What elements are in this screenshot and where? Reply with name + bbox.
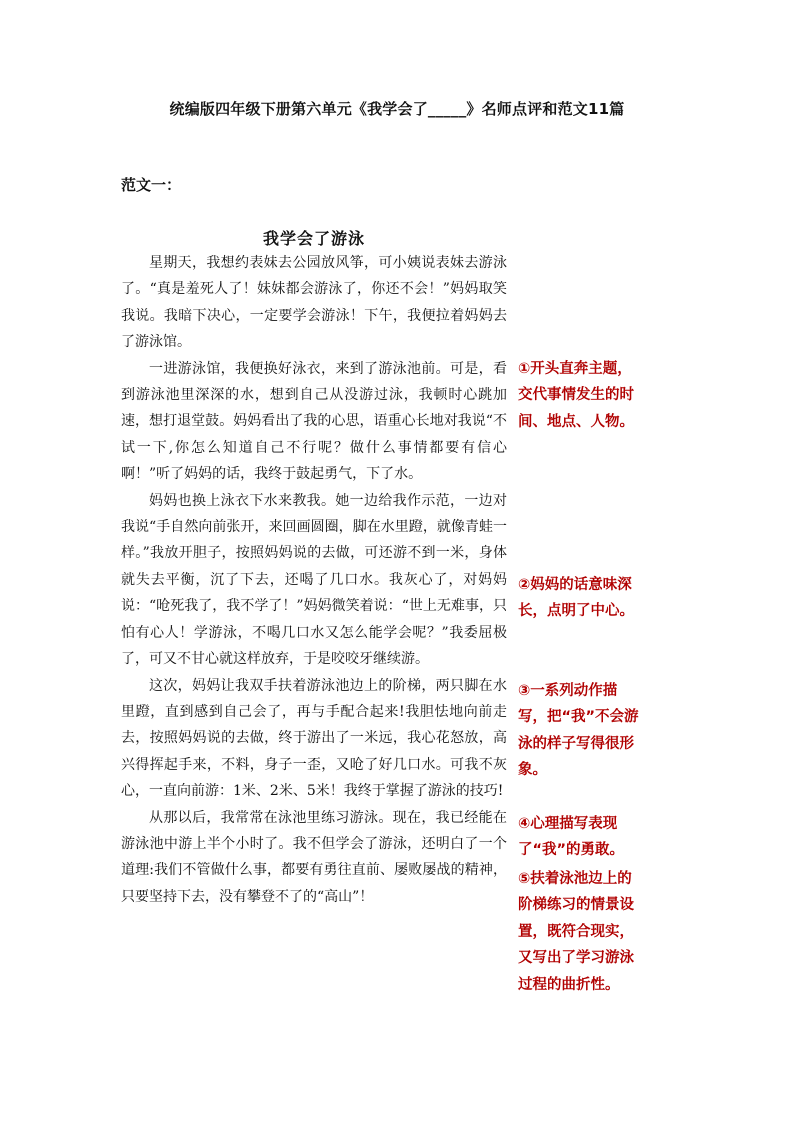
document-title: 统编版四年级下册第六单元《我学会了_____》名师点评和范文11篇 [169, 100, 625, 118]
comment-4: ④心理描写表现了“我”的勇敢。 [518, 816, 625, 859]
comment-2: ②妈妈的话意味深长，点明了中心。 [518, 577, 634, 620]
essay-title: 我学会了游泳 [262, 229, 365, 248]
section-label: 范文一： [121, 176, 182, 194]
comment-3: ③一系列动作描写，把“我”不会游泳的样子写得很形象。 [518, 683, 639, 779]
essay-paragraph: 一进游泳馆，我便换好泳衣，来到了游泳池前。可是，看到游泳池里深深的水，想到自己从没游过泳，我顿时心跳加速，想打退堂鼓。妈妈看出了我的心思，语重心长地对我说“不试一下,你怎么知道自己不行呢？做什么事情都要有信心啊！”听了妈妈的话，我终于鼓起勇气，下了水。 [121, 360, 507, 483]
essay-paragraph: 这次，妈妈让我双手扶着游泳池边上的阶梯，两只脚在水里蹬，直到感到自己会了，再与手配合起来!我胆怯地向前走去，按照妈妈说的去做，终于游出了一米远，我心花怒放，高兴得挥起手来，不料，身子一歪，又呛了好几口水。可我不灰心，一直向前游：1米、2米、5米！我终于掌握了游泳的技巧! [121, 677, 507, 800]
essay-paragraph: 星期天，我想约表妹去公园放风筝，可小姨说表妹去游泳了。“真是羞死人了！妹妹都会游泳了，你还不会！”妈妈取笑我说。我暗下决心，一定要学会游泳！下午，我便拉着妈妈去了游泳馆。 [121, 255, 507, 351]
essay-paragraph: 从那以后，我常常在泳池里练习游泳。现在，我已经能在游泳池中游上半个小时了。我不但学会了游泳，还明白了一个道理:我们不管做什么事，都要有勇往直前、屡败屡战的精神，只要坚持下去，没有攀登不了的“高山”！ [121, 809, 507, 905]
essay-paragraph: 妈妈也换上泳衣下水来教我。她一边给我作示范，一边对我说“手自然向前张开，来回画圆圈，脚在水里蹬，就像青蛙一样。”我放开胆子，按照妈妈说的去做，可还游不到一米，身体就失去平衡，沉了下去，还喝了几口水。我灰心了，对妈妈说：“呛死我了，我不学了！”妈妈微笑着说：“世上无难事，只怕有心人！学游泳，不喝几口水又怎么能学会呢？”我委屈极了，可又不甘心就这样放弃，于是咬咬牙继续游。 [121, 492, 507, 668]
comment-5: ⑤扶着泳池边上的阶梯练习的情景设置，既符合现实，又写出了学习游泳过程的曲折性。 [518, 871, 634, 993]
essay-body [121, 250, 507, 910]
comment-1: ①开头直奔主题，交代事情发生的时间、地点、人物。 [518, 361, 634, 430]
